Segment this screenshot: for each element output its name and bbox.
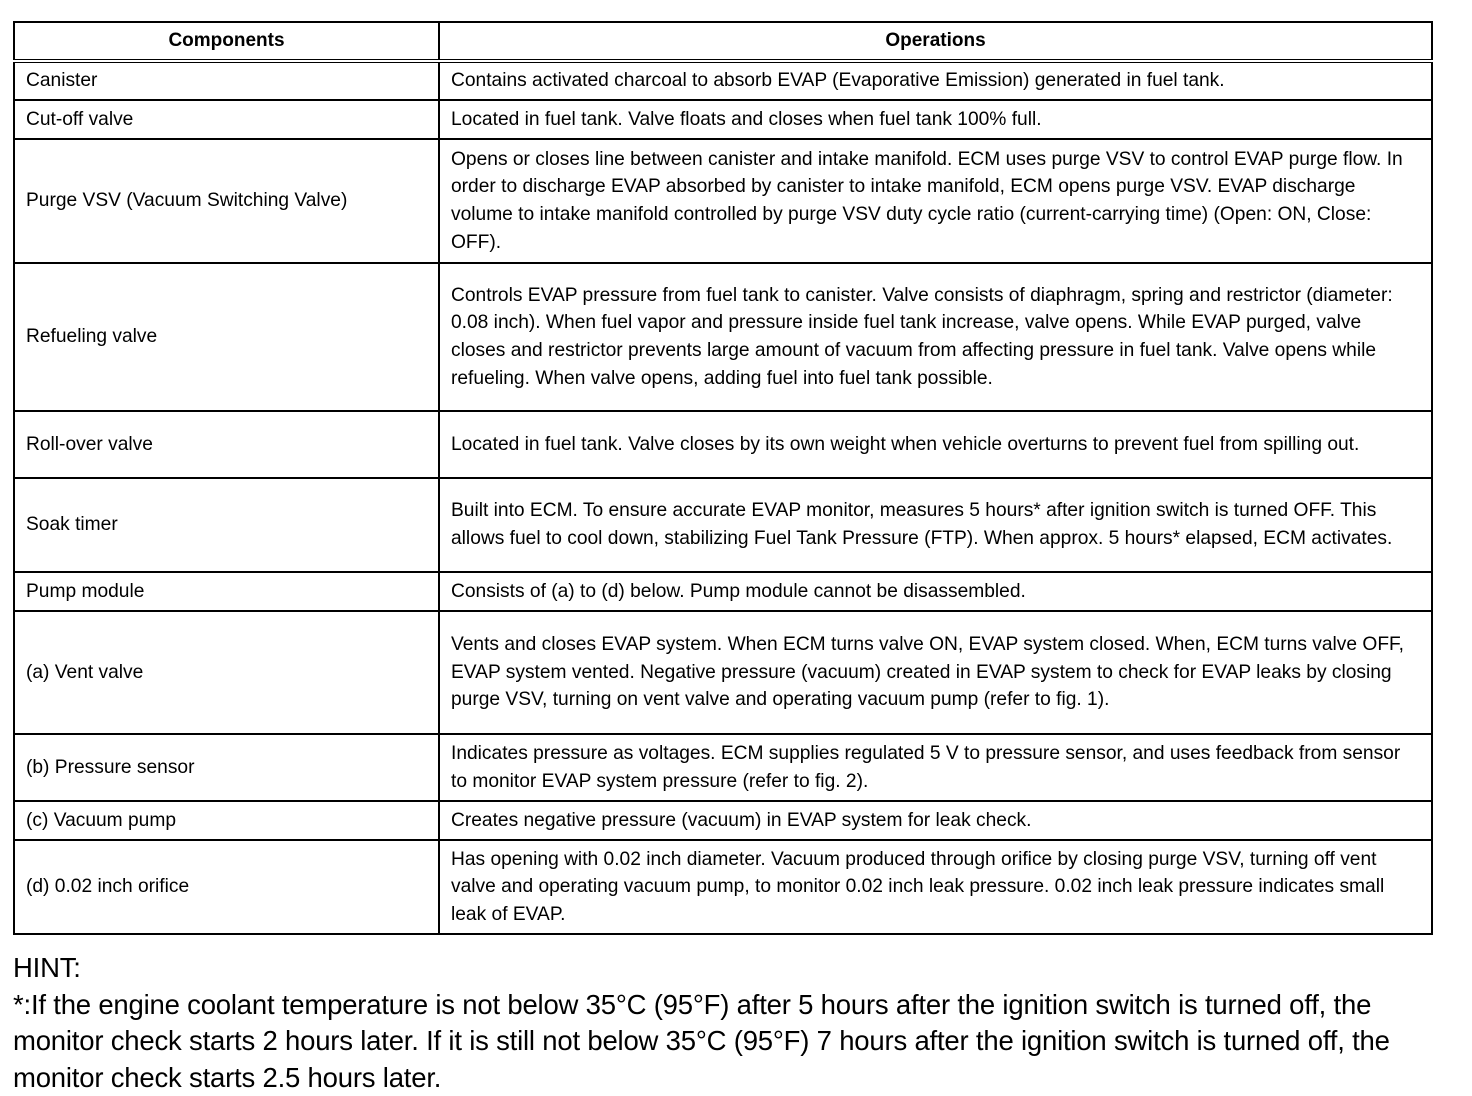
- hint-section: [13, 950, 1433, 1096]
- table-row: [14, 263, 1432, 411]
- operation-cell: Indicates pressure as voltages. ECM supplies regulated 5 V to pressure sensor, and uses feedback from sensor to monitor EVAP system pressure (refer to fig. 2).: [439, 734, 1432, 801]
- component-cell: Refueling valve: [14, 263, 439, 411]
- table-row: [14, 61, 1432, 100]
- component-cell: Purge VSV (Vacuum Switching Valve): [14, 139, 439, 263]
- table-row: [14, 139, 1432, 263]
- components-operations-table: [13, 21, 1433, 935]
- component-cell: Cut-off valve: [14, 100, 439, 139]
- table-row: [14, 572, 1432, 611]
- hint-title: HINT:: [13, 952, 81, 983]
- table-row: [14, 611, 1432, 734]
- operation-cell: Consists of (a) to (d) below. Pump module cannot be disassembled.: [439, 572, 1432, 611]
- component-cell: (d) 0.02 inch orifice: [14, 840, 439, 934]
- table-row: [14, 478, 1432, 572]
- operation-cell: Controls EVAP pressure from fuel tank to canister. Valve consists of diaphragm, spring and restrictor (diameter: 0.08 inch). When fuel vapor and pressure inside fuel tank increase, valve opens. While EVAP purged, valve closes and restrictor prevents large amount of vacuum from affecting pressure in fuel tank. Valve opens while refueling. When valve opens, adding fuel into fuel tank possible.: [439, 263, 1432, 411]
- component-cell: Pump module: [14, 572, 439, 611]
- table-row: [14, 100, 1432, 139]
- table-row: [14, 801, 1432, 840]
- table-row: [14, 411, 1432, 478]
- operation-cell: Located in fuel tank. Valve floats and closes when fuel tank 100% full.: [439, 100, 1432, 139]
- component-cell: (b) Pressure sensor: [14, 734, 439, 801]
- operation-cell: Creates negative pressure (vacuum) in EVAP system for leak check.: [439, 801, 1432, 840]
- operation-cell: Contains activated charcoal to absorb EVAP (Evaporative Emission) generated in fuel tank.: [439, 61, 1432, 100]
- table-row: [14, 840, 1432, 934]
- component-cell: Soak timer: [14, 478, 439, 572]
- component-cell: Canister: [14, 61, 439, 100]
- operation-cell: Located in fuel tank. Valve closes by its own weight when vehicle overturns to prevent fuel from spilling out.: [439, 411, 1432, 478]
- header-components: Components: [14, 22, 439, 61]
- operation-cell: Vents and closes EVAP system. When ECM turns valve ON, EVAP system closed. When, ECM turns valve OFF, EVAP system vented. Negative pressure (vacuum) created in EVAP system to check for EVAP leaks by closing purge VSV, turning on vent valve and operating vacuum pump (refer to fig. 1).: [439, 611, 1432, 734]
- component-cell: Roll-over valve: [14, 411, 439, 478]
- hint-text: *:If the engine coolant temperature is not below 35°C (95°F) after 5 hours after the ignition switch is turned off, the monitor check starts 2 hours later. If it is still not below 35°C (95°F) 7 hours after the ignition switch is turned off, the monitor check starts 2.5 hours later.: [13, 988, 1390, 1093]
- table-row: [14, 734, 1432, 801]
- component-cell: (c) Vacuum pump: [14, 801, 439, 840]
- operation-cell: Opens or closes line between canister and intake manifold. ECM uses purge VSV to control EVAP purge flow. In order to discharge EVAP absorbed by canister to intake manifold, ECM opens purge VSV. EVAP discharge volume to intake manifold controlled by purge VSV duty cycle ratio (current-carrying time) (Open: ON, Close: OFF).: [439, 139, 1432, 263]
- header-operations: Operations: [439, 22, 1432, 61]
- component-cell: (a) Vent valve: [14, 611, 439, 734]
- operation-cell: Has opening with 0.02 inch diameter. Vacuum produced through orifice by closing purge VSV, turning off vent valve and operating vacuum pump, to monitor 0.02 inch leak pressure. 0.02 inch leak pressure indicates small leak of EVAP.: [439, 840, 1432, 934]
- operation-cell: Built into ECM. To ensure accurate EVAP monitor, measures 5 hours* after ignition switch is turned OFF. This allows fuel to cool down, stabilizing Fuel Tank Pressure (FTP). When approx. 5 hours* elapsed, ECM activates.: [439, 478, 1432, 572]
- table-header-row: [14, 22, 1432, 61]
